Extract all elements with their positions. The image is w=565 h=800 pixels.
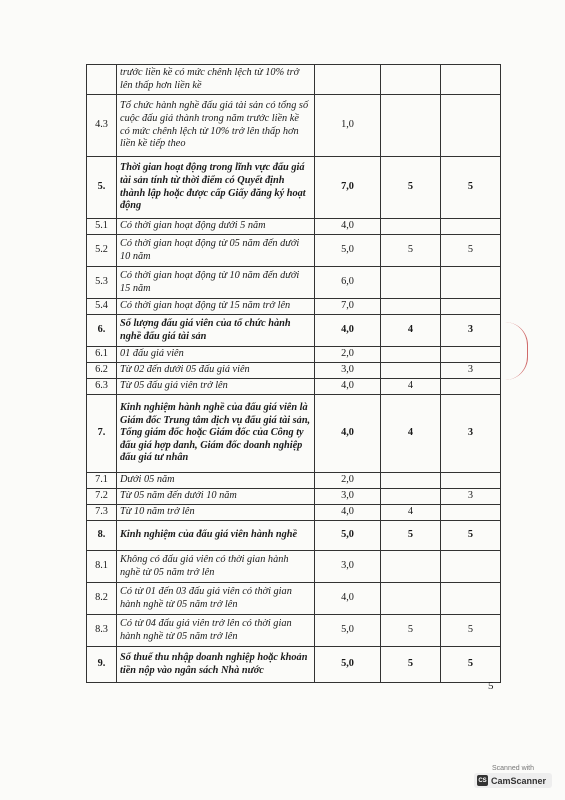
max-score: 3,0 bbox=[315, 551, 381, 583]
table-row bbox=[87, 267, 501, 299]
score-b: 5 bbox=[441, 521, 501, 551]
score-a: 5 bbox=[381, 615, 441, 647]
row-number: 5. bbox=[87, 157, 117, 219]
score-b bbox=[441, 65, 501, 95]
table-row bbox=[87, 315, 501, 347]
table-row bbox=[87, 219, 501, 235]
row-number: 7.2 bbox=[87, 489, 117, 505]
row-number: 8.1 bbox=[87, 551, 117, 583]
table-row bbox=[87, 521, 501, 551]
score-a bbox=[381, 219, 441, 235]
row-number: 7.3 bbox=[87, 505, 117, 521]
criterion-text: Kinh nghiệm hành nghề của đấu giá viên là Giám đốc Trung tâm dịch vụ đấu giá tài sản, Tổng giám đốc hoặc Giám đốc của Công ty đấu giá hợp danh, Giám đốc doanh nghiệp đấu giá tư nhân bbox=[117, 395, 315, 473]
max-score: 6,0 bbox=[315, 267, 381, 299]
page-number: 5 bbox=[488, 680, 494, 692]
max-score: 2,0 bbox=[315, 347, 381, 363]
score-b bbox=[441, 583, 501, 615]
score-a: 5 bbox=[381, 521, 441, 551]
score-a bbox=[381, 473, 441, 489]
score-a: 4 bbox=[381, 379, 441, 395]
row-number: 8.2 bbox=[87, 583, 117, 615]
criterion-text: 01 đấu giá viên bbox=[117, 347, 315, 363]
table-row bbox=[87, 551, 501, 583]
score-a bbox=[381, 347, 441, 363]
table-row bbox=[87, 615, 501, 647]
row-number: 5.2 bbox=[87, 235, 117, 267]
score-b: 3 bbox=[441, 363, 501, 379]
score-b bbox=[441, 267, 501, 299]
max-score: 5,0 bbox=[315, 647, 381, 683]
row-number: 5.3 bbox=[87, 267, 117, 299]
max-score: 4,0 bbox=[315, 505, 381, 521]
criterion-text: Có thời gian hoạt động từ 05 năm đến dưới 10 năm bbox=[117, 235, 315, 267]
criterion-text: Có thời gian hoạt động dưới 5 năm bbox=[117, 219, 315, 235]
max-score: 5,0 bbox=[315, 615, 381, 647]
table-row bbox=[87, 347, 501, 363]
table-row bbox=[87, 299, 501, 315]
max-score: 5,0 bbox=[315, 521, 381, 551]
table-row bbox=[87, 473, 501, 489]
red-ink-mark bbox=[505, 322, 528, 380]
score-b bbox=[441, 347, 501, 363]
criterion-text: Có thời gian hoạt động từ 15 năm trở lên bbox=[117, 299, 315, 315]
table-row bbox=[87, 235, 501, 267]
criterion-text: Tổ chức hành nghề đấu giá tài sản có tổng số cuộc đấu giá thành trong năm trước liền kề có mức chênh lệch từ 10% trở lên thấp hơn liền kề tiếp theo bbox=[117, 95, 315, 157]
row-number: 4.3 bbox=[87, 95, 117, 157]
row-number: 6. bbox=[87, 315, 117, 347]
table-row bbox=[87, 489, 501, 505]
score-b: 5 bbox=[441, 647, 501, 683]
score-a bbox=[381, 65, 441, 95]
table-row bbox=[87, 157, 501, 219]
score-a: 5 bbox=[381, 235, 441, 267]
watermark-brand: CamScanner bbox=[491, 775, 547, 786]
max-score: 3,0 bbox=[315, 489, 381, 505]
score-a: 4 bbox=[381, 505, 441, 521]
criterion-text: Có thời gian hoạt động từ 10 năm đến dưới 15 năm bbox=[117, 267, 315, 299]
criterion-text: Số lượng đấu giá viên của tổ chức hành nghề đấu giá tài sản bbox=[117, 315, 315, 347]
score-a: 5 bbox=[381, 647, 441, 683]
score-b bbox=[441, 473, 501, 489]
score-b: 3 bbox=[441, 489, 501, 505]
max-score: 3,0 bbox=[315, 363, 381, 379]
row-number: 5.1 bbox=[87, 219, 117, 235]
watermark-caption: Scanned with bbox=[491, 765, 535, 772]
criterion-text: Kinh nghiệm của đấu giá viên hành nghề bbox=[117, 521, 315, 551]
score-a bbox=[381, 551, 441, 583]
score-a bbox=[381, 489, 441, 505]
criterion-text: Thời gian hoạt động trong lĩnh vực đấu giá tài sản tính từ thời điểm có Quyết định thành lập hoặc được cấp Giấy đăng ký hoạt động bbox=[117, 157, 315, 219]
criterion-text: Từ 02 đến dưới 05 đấu giá viên bbox=[117, 363, 315, 379]
max-score: 7,0 bbox=[315, 299, 381, 315]
row-number bbox=[87, 65, 117, 95]
score-b bbox=[441, 505, 501, 521]
score-b: 3 bbox=[441, 395, 501, 473]
max-score: 1,0 bbox=[315, 95, 381, 157]
row-number: 7.1 bbox=[87, 473, 117, 489]
score-a bbox=[381, 299, 441, 315]
row-number: 5.4 bbox=[87, 299, 117, 315]
criterion-text: trước liền kề có mức chênh lệch từ 10% trở lên thấp hơn liền kề bbox=[117, 65, 315, 95]
score-b: 5 bbox=[441, 615, 501, 647]
criterion-text: Có từ 01 đến 03 đấu giá viên có thời gian hành nghề từ 05 năm trở lên bbox=[117, 583, 315, 615]
max-score: 2,0 bbox=[315, 473, 381, 489]
max-score: 5,0 bbox=[315, 235, 381, 267]
score-b: 5 bbox=[441, 157, 501, 219]
score-a bbox=[381, 267, 441, 299]
max-score: 4,0 bbox=[315, 379, 381, 395]
criterion-text: Không có đấu giá viên có thời gian hành nghề từ 05 năm trở lên bbox=[117, 551, 315, 583]
table-row bbox=[87, 65, 501, 95]
score-a: 5 bbox=[381, 157, 441, 219]
score-a bbox=[381, 583, 441, 615]
row-number: 8.3 bbox=[87, 615, 117, 647]
score-a: 4 bbox=[381, 315, 441, 347]
table-row bbox=[87, 395, 501, 473]
row-number: 9. bbox=[87, 647, 117, 683]
score-a bbox=[381, 95, 441, 157]
table-row bbox=[87, 647, 501, 683]
criterion-text: Số thuế thu nhập doanh nghiệp hoặc khoản tiền nộp vào ngân sách Nhà nước bbox=[117, 647, 315, 683]
row-number: 8. bbox=[87, 521, 117, 551]
max-score: 4,0 bbox=[315, 395, 381, 473]
camscanner-logo-icon: CS bbox=[477, 775, 488, 786]
score-b bbox=[441, 299, 501, 315]
criterion-text: Có từ 04 đấu giá viên trở lên có thời gian hành nghề từ 05 năm trở lên bbox=[117, 615, 315, 647]
score-b bbox=[441, 219, 501, 235]
score-b: 5 bbox=[441, 235, 501, 267]
score-b: 3 bbox=[441, 315, 501, 347]
row-number: 6.1 bbox=[87, 347, 117, 363]
row-number: 6.2 bbox=[87, 363, 117, 379]
score-b bbox=[441, 95, 501, 157]
row-number: 7. bbox=[87, 395, 117, 473]
score-a: 4 bbox=[381, 395, 441, 473]
max-score: 7,0 bbox=[315, 157, 381, 219]
criterion-text: Dưới 05 năm bbox=[117, 473, 315, 489]
criterion-text: Từ 10 năm trở lên bbox=[117, 505, 315, 521]
max-score: 4,0 bbox=[315, 219, 381, 235]
scoring-table bbox=[86, 64, 501, 683]
max-score: 4,0 bbox=[315, 315, 381, 347]
table-row bbox=[87, 95, 501, 157]
table-row bbox=[87, 583, 501, 615]
score-b bbox=[441, 551, 501, 583]
score-b bbox=[441, 379, 501, 395]
criterion-text: Từ 05 năm đến dưới 10 năm bbox=[117, 489, 315, 505]
table-row bbox=[87, 363, 501, 379]
score-a bbox=[381, 363, 441, 379]
table-row bbox=[87, 379, 501, 395]
camscanner-watermark bbox=[474, 765, 552, 788]
row-number: 6.3 bbox=[87, 379, 117, 395]
table-row bbox=[87, 505, 501, 521]
max-score bbox=[315, 65, 381, 95]
criterion-text: Từ 05 đấu giá viên trở lên bbox=[117, 379, 315, 395]
max-score: 4,0 bbox=[315, 583, 381, 615]
